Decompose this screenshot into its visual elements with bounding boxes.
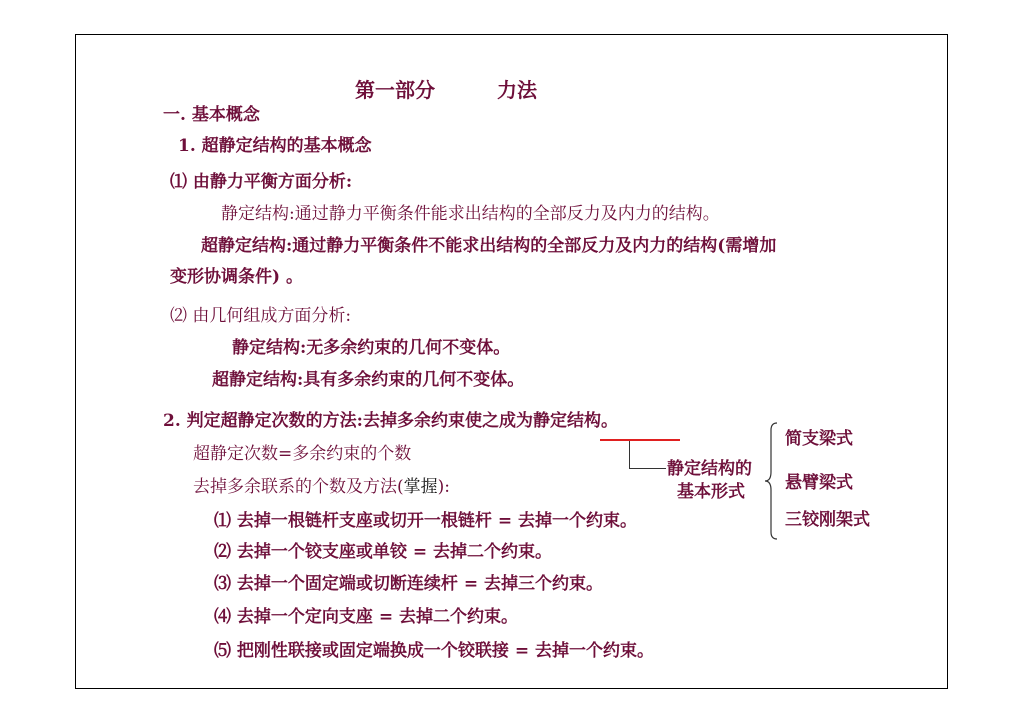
degree-definition: 超静定次数=多余约束的个数 (193, 444, 412, 464)
basic-forms-label-line1: 静定结构的 (667, 459, 752, 479)
geometric-indeterminate-definition: 超静定结构:具有多余约束的几何不变体。 (212, 370, 525, 390)
curly-brace (764, 422, 778, 540)
rule-item: ⑵ 去掉一个铰支座或单铰 = 去掉二个约束。 (214, 542, 552, 562)
basic-form-item: 悬臂梁式 (785, 473, 853, 493)
section2-heading: 2. 判定超静定次数的方法:去掉多余约束使之成为静定结构。 (163, 411, 618, 431)
section1-heading: 一. 基本概念 (163, 105, 260, 125)
methods-intro-key: 掌握 (403, 477, 438, 497)
connector-horizontal (629, 468, 666, 469)
indeterminate-definition-line2: 变形协调条件) 。 (170, 267, 303, 287)
basic-forms-label-line2: 基本形式 (677, 482, 745, 502)
item1-heading: ⑴ 由静力平衡方面分析: (170, 172, 353, 192)
section1-sub1: 1. 超静定结构的基本概念 (178, 136, 372, 156)
geometric-static-definition: 静定结构:无多余约束的几何不变体。 (232, 338, 511, 358)
static-structure-definition: 静定结构:通过静力平衡条件能求出结构的全部反力及内力的结构。 (221, 204, 720, 224)
rule-item: ⑷ 去掉一个定向支座 = 去掉二个约束。 (214, 607, 518, 627)
methods-intro-prefix: 去掉多余联系的个数及方法( (193, 477, 404, 497)
title-topic: 力法 (497, 78, 537, 102)
indeterminate-definition-line1: 超静定结构:通过静力平衡条件不能求出结构的全部反力及内力的结构(需增加 (201, 236, 777, 256)
methods-intro (193, 476, 450, 498)
title-part: 第一部分 (355, 78, 435, 102)
connector-vertical (629, 441, 630, 469)
item2-heading: ⑵ 由几何组成方面分析: (170, 306, 352, 326)
rule-item: ⑶ 去掉一个固定端或切断连续杆 = 去掉三个约束。 (214, 574, 603, 594)
methods-intro-suffix: ): (437, 477, 451, 497)
basic-form-item: 三铰刚架式 (785, 510, 870, 530)
emphasis-underline (600, 439, 680, 441)
rule-item: ⑴ 去掉一根链杆支座或切开一根链杆 = 去掉一个约束。 (214, 511, 637, 531)
rule-item: ⑸ 把刚性联接或固定端换成一个铰联接 = 去掉一个约束。 (214, 641, 654, 661)
basic-form-item: 简支梁式 (785, 429, 853, 449)
